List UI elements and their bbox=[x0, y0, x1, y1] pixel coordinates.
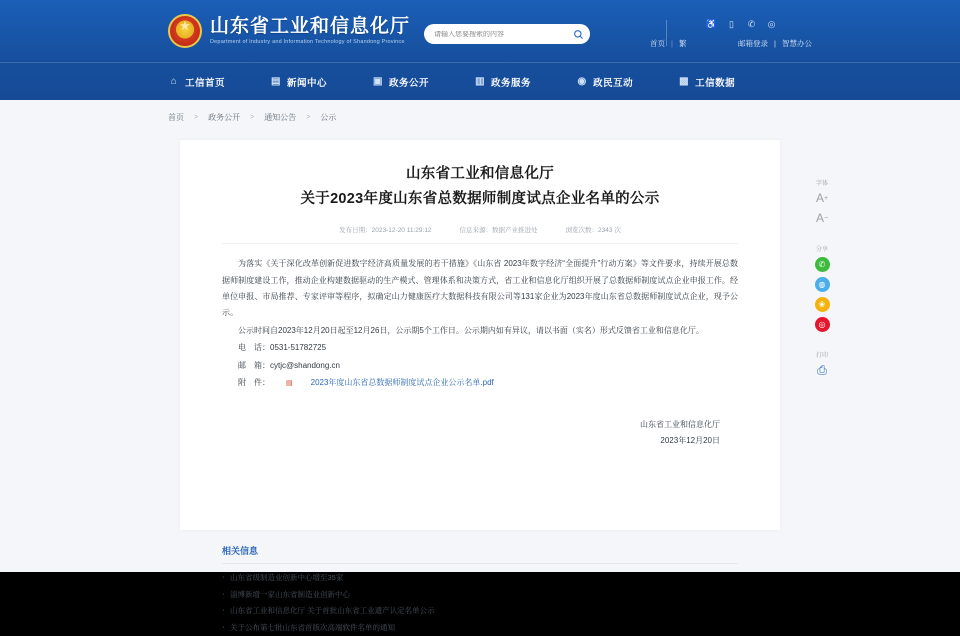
nav-label-affairs-service: 政务服务 bbox=[491, 75, 531, 89]
font-increase-label: A bbox=[816, 191, 824, 205]
nav-label-interaction: 政民互动 bbox=[593, 75, 633, 89]
related-info-list bbox=[222, 570, 738, 636]
article-title-line2: 关于2023年度山东省总数据师制度试点企业名单的公示 bbox=[222, 187, 738, 212]
meta-views bbox=[566, 225, 621, 234]
nav-item-interaction[interactable] bbox=[576, 75, 633, 89]
header-links-right bbox=[738, 38, 812, 49]
search-box[interactable] bbox=[424, 24, 590, 44]
mobile-icon[interactable]: ▯ bbox=[726, 19, 737, 30]
article-contact-email bbox=[222, 358, 738, 374]
wechat-icon[interactable]: ✆ bbox=[746, 19, 757, 30]
signature-date: 2023年12月20日 bbox=[222, 433, 720, 449]
wechat-share-glyph: ✆ bbox=[815, 257, 830, 272]
site-header bbox=[0, 0, 960, 100]
nav-item-affairs-service[interactable] bbox=[474, 75, 531, 89]
service-icon: ▥ bbox=[474, 76, 486, 88]
nav-label-data: 工信数据 bbox=[695, 75, 735, 89]
header-links-left bbox=[650, 38, 686, 49]
share-label: 分享 bbox=[816, 244, 828, 253]
site-title: 山东省工业和信息化厅 bbox=[210, 17, 410, 37]
article-meta bbox=[222, 225, 738, 244]
site-subtitle: Department of Industry and Information Technology of Shandong Province bbox=[210, 39, 410, 45]
accessibility-icon[interactable]: ♿ bbox=[706, 19, 717, 30]
pdf-icon: ▤ bbox=[270, 377, 293, 391]
site-logo[interactable] bbox=[168, 14, 410, 48]
article-side-tools bbox=[800, 178, 844, 380]
meta-publish-date: 发布日期：2023-12-20 11:29:12 bbox=[339, 225, 431, 234]
header-topbar bbox=[0, 0, 960, 62]
printer-icon[interactable]: ⎙ bbox=[812, 360, 832, 380]
header-link-office[interactable]: 智慧办公 bbox=[782, 38, 812, 49]
list-item[interactable]: · 山东省级制造业创新中心增至35家 bbox=[222, 570, 738, 587]
font-size-label: 字体 bbox=[816, 178, 828, 187]
header-link-sep2: | bbox=[774, 39, 776, 48]
search-icon[interactable] bbox=[572, 28, 584, 40]
breadcrumb-item-publicity[interactable]: 公示 bbox=[320, 112, 336, 123]
print-label: 打印 bbox=[816, 350, 828, 359]
contact-email-label: 邮 箱： bbox=[238, 361, 270, 370]
article-title-line1: 山东省工业和信息化厅 bbox=[222, 162, 738, 187]
related-info bbox=[180, 544, 780, 636]
search-input[interactable] bbox=[434, 31, 572, 38]
data-icon: ▩ bbox=[678, 76, 690, 88]
nav-item-affairs-open[interactable] bbox=[372, 75, 429, 89]
main-nav bbox=[0, 62, 960, 100]
print-group bbox=[812, 350, 832, 380]
moments-share-icon[interactable] bbox=[812, 294, 832, 314]
qq-share-icon[interactable] bbox=[812, 274, 832, 294]
article-body bbox=[222, 256, 738, 391]
font-increase-button[interactable]: A + bbox=[812, 188, 832, 208]
folder-open-icon: ▣ bbox=[372, 76, 384, 88]
list-item[interactable]: · 关于公布第七批山东省首版次高端软件名单的通知 bbox=[222, 620, 738, 636]
header-link-traditional[interactable]: 繁 bbox=[679, 38, 687, 49]
list-item[interactable]: · 淄博新增一家山东省制造业创新中心 bbox=[222, 587, 738, 604]
nav-label-home: 工信首页 bbox=[185, 75, 225, 89]
article-attachment bbox=[222, 375, 738, 391]
list-item[interactable]: · 山东省工业和信息化厅 关于首批山东省工业遗产认定名单公示 bbox=[222, 603, 738, 620]
page-title bbox=[222, 162, 738, 211]
font-decrease-button[interactable]: A − bbox=[812, 208, 832, 228]
breadcrumb-sep-3: > bbox=[306, 114, 310, 121]
header-link-mail[interactable]: 邮箱登录 bbox=[738, 38, 768, 49]
nav-label-news: 新闻中心 bbox=[287, 75, 327, 89]
meta-source: 信息来源：数据产业推进处 bbox=[460, 225, 538, 234]
breadcrumb-sep-1: > bbox=[194, 114, 198, 121]
page-body bbox=[0, 100, 960, 572]
article-paragraph-1: 为落实《关于深化改革创新促进数字经济高质量发展的若干措施》《山东省 2023年数字经济“全面提升”行动方案》等文件要求，持续开展总数据师制度建设工作，推动企业构建数据驱动的生产模式、管理体系和决策方式，省工业和信息化厅组织开展了总数据师制度试点企业申报工作。经单位申报、市局推荐、专家评审等程序，拟确定山力健康医疗大数据科技有限公司等131家企业为2023年度山东省总数据师制度试点企业，现予公示。 bbox=[222, 256, 738, 322]
article-signature bbox=[222, 417, 738, 449]
wechat-share-icon[interactable] bbox=[812, 254, 832, 274]
meta-views-label: 浏览次数： bbox=[566, 227, 599, 234]
home-icon: ⌂ bbox=[168, 76, 180, 88]
nav-item-home[interactable] bbox=[168, 75, 225, 89]
article-paragraph-2: 公示时间自2023年12月20日起至12月26日，公示期5个工作日。公示期内如有异议，请以书面（实名）形式反馈省工业和信息化厅。 bbox=[222, 323, 738, 339]
article-contact-phone bbox=[222, 340, 738, 356]
breadcrumb bbox=[0, 100, 960, 133]
header-link-home[interactable]: 首页 bbox=[650, 38, 665, 49]
qq-share-glyph: ◍ bbox=[815, 277, 830, 292]
font-size-group bbox=[812, 178, 832, 228]
attachment-label: 附 件： bbox=[222, 375, 270, 391]
national-emblem-icon bbox=[168, 14, 202, 48]
nav-item-data[interactable] bbox=[678, 75, 735, 89]
contact-phone-label: 电 话： bbox=[238, 343, 270, 352]
article-card bbox=[180, 140, 780, 530]
share-group bbox=[812, 244, 832, 334]
nav-item-news[interactable] bbox=[270, 75, 327, 89]
header-tool-icons bbox=[706, 19, 777, 30]
weibo-share-glyph: ◎ bbox=[815, 317, 830, 332]
breadcrumb-item-notice[interactable]: 通知公告 bbox=[264, 112, 296, 123]
meta-views-count: 2343 bbox=[598, 227, 612, 234]
contact-phone-value: 0531-51782725 bbox=[270, 343, 326, 352]
breadcrumb-item-affairs-open[interactable]: 政务公开 bbox=[208, 112, 240, 123]
weibo-share-icon[interactable] bbox=[812, 314, 832, 334]
font-decrease-label: A bbox=[816, 211, 824, 225]
meta-views-unit: 次 bbox=[614, 227, 621, 234]
related-info-title: 相关信息 bbox=[222, 544, 738, 564]
news-icon: ▤ bbox=[270, 76, 282, 88]
signature-org: 山东省工业和信息化厅 bbox=[222, 417, 720, 433]
header-link-sep: | bbox=[671, 39, 673, 48]
breadcrumb-item-home[interactable]: 首页 bbox=[168, 112, 184, 123]
nav-label-affairs-open: 政务公开 bbox=[389, 75, 429, 89]
moments-share-glyph: ❀ bbox=[815, 297, 830, 312]
contact-email-value: cytjc@shandong.cn bbox=[270, 361, 340, 370]
breadcrumb-sep-2: > bbox=[250, 114, 254, 121]
chat-icon: ◉ bbox=[576, 76, 588, 88]
attachment-link[interactable]: 2023年度山东省总数据师制度试点企业公示名单.pdf bbox=[295, 375, 494, 391]
weibo-icon[interactable]: ◎ bbox=[766, 19, 777, 30]
